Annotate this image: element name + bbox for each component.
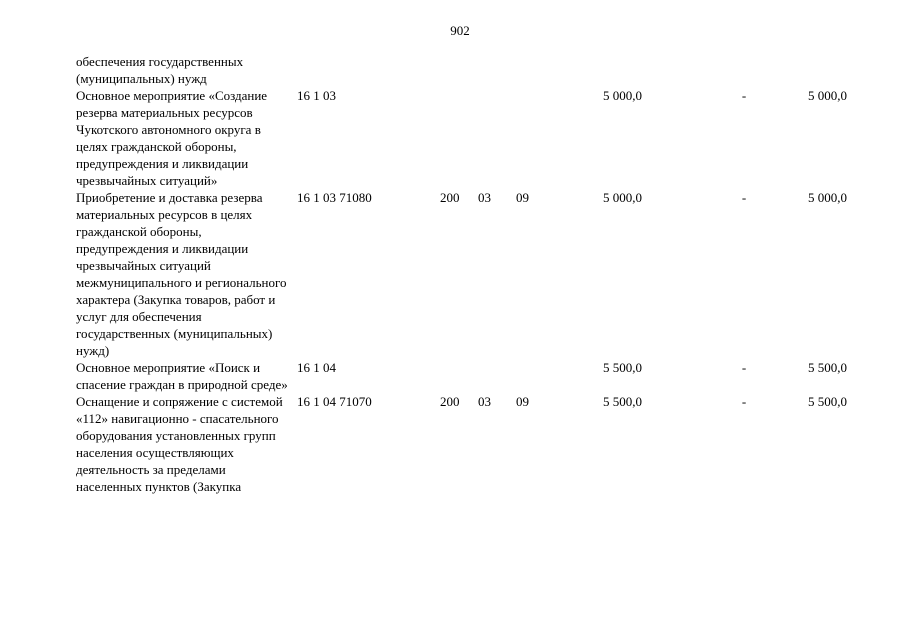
row-section: 03	[478, 190, 491, 205]
row-expense-type: 200	[440, 394, 460, 409]
row-description: Приобретение и доставка резерва материальных ресурсов в целях гражданской обороны, предупреждения и ликвидации чрезвычайных ситуаций межмуниципального и регионального характера (Закупка товаров, работ и услуг для обеспечения государственных (муниципальных) нужд)	[76, 190, 287, 358]
row-description: обеспечения государственных (муниципальных) нужд	[76, 54, 244, 86]
table-row	[0, 53, 905, 87]
row-subsection: 09	[516, 394, 529, 409]
row-expense-type: 200	[440, 190, 460, 205]
row-amount-1: 5 500,0	[603, 360, 642, 375]
row-amount-1: 5 000,0	[603, 190, 642, 205]
row-description: Оснащение и сопряжение с системой «112» навигационно - спасательного оборудования установленных групп населения осуществляющих деятельность за пределами населенных пунктов (Закупка	[76, 394, 283, 494]
row-target-article: 16 1 04 71070	[297, 394, 372, 409]
row-target-article: 16 1 04	[297, 360, 336, 375]
row-amount-2: -	[741, 360, 747, 375]
row-amount-2: -	[741, 88, 747, 103]
table-row	[0, 359, 905, 393]
row-amount-2: -	[741, 394, 747, 409]
row-amount-1: 5 500,0	[603, 394, 642, 409]
row-subsection: 09	[516, 190, 529, 205]
budget-table	[0, 53, 905, 495]
row-target-article: 16 1 03 71080	[297, 190, 372, 205]
table-row	[0, 393, 905, 495]
row-target-article: 16 1 03	[297, 88, 336, 103]
row-section: 03	[478, 394, 491, 409]
row-amount-3: 5 500,0	[808, 360, 847, 375]
row-amount-3: 5 500,0	[808, 394, 847, 409]
row-amount-1: 5 000,0	[603, 88, 642, 103]
row-description: Основное мероприятие «Поиск и спасение граждан в природной среде»	[76, 360, 288, 392]
row-amount-3: 5 000,0	[808, 88, 847, 103]
row-description: Основное мероприятие «Создание резерва материальных ресурсов Чукотского автономного округа в целях гражданской обороны, предупреждения и ликвидации чрезвычайных ситуаций»	[76, 88, 268, 188]
row-amount-2: -	[741, 190, 747, 205]
page-number: 902	[450, 23, 470, 38]
table-row	[0, 189, 905, 359]
table-row	[0, 87, 905, 189]
row-amount-3: 5 000,0	[808, 190, 847, 205]
